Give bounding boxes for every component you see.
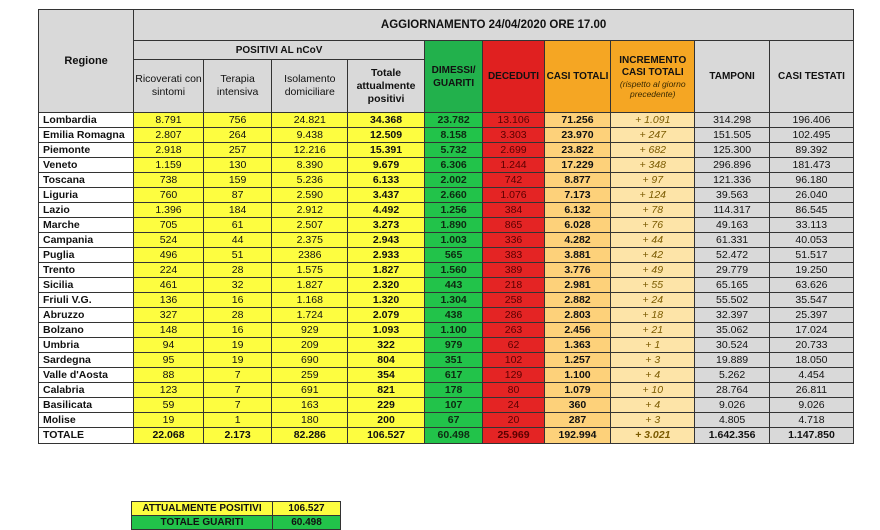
cell-deceduti: 2.699 bbox=[483, 143, 544, 158]
cell-incremento: + 78 bbox=[611, 203, 695, 218]
cell-regione: Sicilia bbox=[39, 278, 134, 293]
cell-ricoverati: 705 bbox=[134, 218, 204, 233]
total-dimessi: 60.498 bbox=[424, 428, 482, 444]
cell-regione: Umbria bbox=[39, 338, 134, 353]
cell-casi: 2.456 bbox=[544, 323, 611, 338]
cell-ricoverati: 123 bbox=[134, 383, 204, 398]
cell-isolamento: 5.236 bbox=[272, 173, 348, 188]
cell-incremento: + 76 bbox=[611, 218, 695, 233]
cell-tamponi: 29.779 bbox=[695, 263, 770, 278]
cell-dimessi: 1.003 bbox=[424, 233, 482, 248]
summary-row bbox=[132, 516, 341, 530]
cell-totale: 15.391 bbox=[348, 143, 425, 158]
cell-isolamento: 691 bbox=[272, 383, 348, 398]
cell-testati: 4.718 bbox=[769, 413, 853, 428]
cell-isolamento: 8.390 bbox=[272, 158, 348, 173]
cell-dimessi: 1.560 bbox=[424, 263, 482, 278]
cell-isolamento: 209 bbox=[272, 338, 348, 353]
cell-ricoverati: 224 bbox=[134, 263, 204, 278]
header-casi-testati: CASI TESTATI bbox=[769, 41, 853, 113]
cell-ricoverati: 1.159 bbox=[134, 158, 204, 173]
cell-tamponi: 52.472 bbox=[695, 248, 770, 263]
cell-ricoverati: 19 bbox=[134, 413, 204, 428]
cell-terapia: 257 bbox=[203, 143, 272, 158]
cell-dimessi: 617 bbox=[424, 368, 482, 383]
table-row bbox=[39, 308, 854, 323]
total-testati: 1.147.850 bbox=[769, 428, 853, 444]
cell-totale: 229 bbox=[348, 398, 425, 413]
cell-totale: 3.437 bbox=[348, 188, 425, 203]
cell-totale: 9.679 bbox=[348, 158, 425, 173]
cell-casi: 2.803 bbox=[544, 308, 611, 323]
cell-incremento: + 44 bbox=[611, 233, 695, 248]
header-incremento-label: INCREMENTO CASI TOTALI bbox=[619, 54, 687, 78]
cell-deceduti: 1.076 bbox=[483, 188, 544, 203]
report-title: AGGIORNAMENTO 24/04/2020 ORE 17.00 bbox=[134, 10, 854, 41]
cell-terapia: 19 bbox=[203, 338, 272, 353]
cell-ricoverati: 88 bbox=[134, 368, 204, 383]
cell-terapia: 44 bbox=[203, 233, 272, 248]
cell-deceduti: 1.244 bbox=[483, 158, 544, 173]
cell-ricoverati: 95 bbox=[134, 353, 204, 368]
cell-incremento: + 247 bbox=[611, 128, 695, 143]
cell-totale: 804 bbox=[348, 353, 425, 368]
cell-dimessi: 67 bbox=[424, 413, 482, 428]
cell-regione: Liguria bbox=[39, 188, 134, 203]
cell-ricoverati: 8.791 bbox=[134, 113, 204, 128]
summary-label: ATTUALMENTE POSITIVI bbox=[132, 502, 273, 516]
cell-incremento: + 42 bbox=[611, 248, 695, 263]
cell-tamponi: 39.563 bbox=[695, 188, 770, 203]
cell-ricoverati: 327 bbox=[134, 308, 204, 323]
cell-testati: 25.397 bbox=[769, 308, 853, 323]
cell-terapia: 130 bbox=[203, 158, 272, 173]
cell-tamponi: 30.524 bbox=[695, 338, 770, 353]
cell-deceduti: 384 bbox=[483, 203, 544, 218]
cell-ricoverati: 148 bbox=[134, 323, 204, 338]
cell-isolamento: 2386 bbox=[272, 248, 348, 263]
cell-dimessi: 979 bbox=[424, 338, 482, 353]
cell-isolamento: 1.724 bbox=[272, 308, 348, 323]
cell-testati: 89.392 bbox=[769, 143, 853, 158]
table-row bbox=[39, 413, 854, 428]
cell-terapia: 264 bbox=[203, 128, 272, 143]
cell-ricoverati: 1.396 bbox=[134, 203, 204, 218]
summary-table bbox=[131, 501, 341, 530]
cell-testati: 18.050 bbox=[769, 353, 853, 368]
table-row bbox=[39, 263, 854, 278]
cell-deceduti: 286 bbox=[483, 308, 544, 323]
cell-casi: 1.100 bbox=[544, 368, 611, 383]
summary-row bbox=[132, 502, 341, 516]
header-terapia: Terapia intensiva bbox=[203, 60, 272, 113]
cell-testati: 40.053 bbox=[769, 233, 853, 248]
cell-totale: 354 bbox=[348, 368, 425, 383]
cell-tamponi: 28.764 bbox=[695, 383, 770, 398]
cell-dimessi: 8.158 bbox=[424, 128, 482, 143]
cell-casi: 3.776 bbox=[544, 263, 611, 278]
cell-regione: Basilicata bbox=[39, 398, 134, 413]
table-row bbox=[39, 368, 854, 383]
summary-value: 60.498 bbox=[273, 516, 341, 530]
table-row bbox=[39, 233, 854, 248]
cell-deceduti: 263 bbox=[483, 323, 544, 338]
cell-tamponi: 4.805 bbox=[695, 413, 770, 428]
cell-testati: 33.113 bbox=[769, 218, 853, 233]
cell-deceduti: 13.106 bbox=[483, 113, 544, 128]
cell-terapia: 87 bbox=[203, 188, 272, 203]
table-row bbox=[39, 278, 854, 293]
cell-regione: Emilia Romagna bbox=[39, 128, 134, 143]
cell-regione: Campania bbox=[39, 233, 134, 248]
header-positivi-group: POSITIVI AL nCoV bbox=[134, 41, 425, 60]
cell-terapia: 28 bbox=[203, 308, 272, 323]
cell-regione: Valle d'Aosta bbox=[39, 368, 134, 383]
cell-deceduti: 258 bbox=[483, 293, 544, 308]
cell-totale: 1.320 bbox=[348, 293, 425, 308]
cell-testati: 181.473 bbox=[769, 158, 853, 173]
total-casi: 192.994 bbox=[544, 428, 611, 444]
cell-dimessi: 178 bbox=[424, 383, 482, 398]
cell-incremento: + 49 bbox=[611, 263, 695, 278]
cell-incremento: + 18 bbox=[611, 308, 695, 323]
cell-incremento: + 682 bbox=[611, 143, 695, 158]
cell-isolamento: 690 bbox=[272, 353, 348, 368]
cell-tamponi: 5.262 bbox=[695, 368, 770, 383]
cell-totale: 6.133 bbox=[348, 173, 425, 188]
cell-casi: 23.822 bbox=[544, 143, 611, 158]
header-regione: Regione bbox=[39, 10, 134, 113]
regional-data-table bbox=[38, 9, 854, 444]
cell-isolamento: 24.821 bbox=[272, 113, 348, 128]
table-body bbox=[39, 113, 854, 444]
table-row bbox=[39, 338, 854, 353]
cell-terapia: 16 bbox=[203, 293, 272, 308]
cell-incremento: + 348 bbox=[611, 158, 695, 173]
cell-ricoverati: 2.807 bbox=[134, 128, 204, 143]
cell-totale: 2.079 bbox=[348, 308, 425, 323]
cell-tamponi: 9.026 bbox=[695, 398, 770, 413]
cell-terapia: 19 bbox=[203, 353, 272, 368]
cell-deceduti: 218 bbox=[483, 278, 544, 293]
cell-incremento: + 3 bbox=[611, 353, 695, 368]
cell-totale: 2.943 bbox=[348, 233, 425, 248]
cell-dimessi: 1.100 bbox=[424, 323, 482, 338]
cell-regione: Lombardia bbox=[39, 113, 134, 128]
cell-ricoverati: 760 bbox=[134, 188, 204, 203]
cell-tamponi: 49.163 bbox=[695, 218, 770, 233]
cell-terapia: 16 bbox=[203, 323, 272, 338]
cell-regione: Friuli V.G. bbox=[39, 293, 134, 308]
cell-deceduti: 865 bbox=[483, 218, 544, 233]
cell-testati: 26.811 bbox=[769, 383, 853, 398]
cell-totale: 2.933 bbox=[348, 248, 425, 263]
header-incremento-note: (rispetto al giorno precedente) bbox=[619, 78, 686, 99]
header-dimessi: DIMESSI/ GUARITI bbox=[424, 41, 482, 113]
table-row bbox=[39, 203, 854, 218]
total-incremento: + 3.021 bbox=[611, 428, 695, 444]
cell-regione: Abruzzo bbox=[39, 308, 134, 323]
cell-deceduti: 24 bbox=[483, 398, 544, 413]
cell-ricoverati: 461 bbox=[134, 278, 204, 293]
cell-casi: 6.132 bbox=[544, 203, 611, 218]
cell-deceduti: 742 bbox=[483, 173, 544, 188]
cell-casi: 1.363 bbox=[544, 338, 611, 353]
cell-deceduti: 389 bbox=[483, 263, 544, 278]
cell-terapia: 7 bbox=[203, 368, 272, 383]
cell-dimessi: 23.782 bbox=[424, 113, 482, 128]
table-row bbox=[39, 323, 854, 338]
cell-isolamento: 259 bbox=[272, 368, 348, 383]
cell-totale: 1.093 bbox=[348, 323, 425, 338]
cell-ricoverati: 2.918 bbox=[134, 143, 204, 158]
cell-terapia: 756 bbox=[203, 113, 272, 128]
cell-totale: 2.320 bbox=[348, 278, 425, 293]
table-row bbox=[39, 248, 854, 263]
cell-incremento: + 4 bbox=[611, 398, 695, 413]
cell-incremento: + 10 bbox=[611, 383, 695, 398]
cell-isolamento: 12.216 bbox=[272, 143, 348, 158]
cell-terapia: 32 bbox=[203, 278, 272, 293]
cell-isolamento: 1.827 bbox=[272, 278, 348, 293]
cell-testati: 4.454 bbox=[769, 368, 853, 383]
cell-dimessi: 2.002 bbox=[424, 173, 482, 188]
cell-casi: 1.257 bbox=[544, 353, 611, 368]
cell-casi: 71.256 bbox=[544, 113, 611, 128]
cell-totale: 3.273 bbox=[348, 218, 425, 233]
table-row bbox=[39, 383, 854, 398]
cell-casi: 287 bbox=[544, 413, 611, 428]
cell-incremento: + 1.091 bbox=[611, 113, 695, 128]
table-row bbox=[39, 293, 854, 308]
header-isolamento: Isolamento domiciliare bbox=[272, 60, 348, 113]
cell-tamponi: 114.317 bbox=[695, 203, 770, 218]
cell-totale: 34.368 bbox=[348, 113, 425, 128]
cell-casi: 17.229 bbox=[544, 158, 611, 173]
table-row bbox=[39, 173, 854, 188]
cell-regione: Molise bbox=[39, 413, 134, 428]
header-ricoverati: Ricoverati con sintomi bbox=[134, 60, 204, 113]
covid-report bbox=[38, 9, 854, 528]
header-deceduti: DECEDUTI bbox=[483, 41, 544, 113]
cell-regione: Bolzano bbox=[39, 323, 134, 338]
table-row bbox=[39, 188, 854, 203]
cell-ricoverati: 136 bbox=[134, 293, 204, 308]
header-tamponi: TAMPONI bbox=[695, 41, 770, 113]
cell-casi: 4.282 bbox=[544, 233, 611, 248]
cell-testati: 26.040 bbox=[769, 188, 853, 203]
table-row bbox=[39, 128, 854, 143]
cell-ricoverati: 524 bbox=[134, 233, 204, 248]
total-deceduti: 25.969 bbox=[483, 428, 544, 444]
cell-casi: 2.882 bbox=[544, 293, 611, 308]
table-row bbox=[39, 143, 854, 158]
cell-isolamento: 163 bbox=[272, 398, 348, 413]
cell-casi: 360 bbox=[544, 398, 611, 413]
cell-testati: 17.024 bbox=[769, 323, 853, 338]
cell-incremento: + 55 bbox=[611, 278, 695, 293]
cell-incremento: + 97 bbox=[611, 173, 695, 188]
cell-terapia: 1 bbox=[203, 413, 272, 428]
cell-dimessi: 1.304 bbox=[424, 293, 482, 308]
cell-casi: 23.970 bbox=[544, 128, 611, 143]
cell-totale: 200 bbox=[348, 413, 425, 428]
cell-totale: 4.492 bbox=[348, 203, 425, 218]
cell-casi: 1.079 bbox=[544, 383, 611, 398]
cell-testati: 35.547 bbox=[769, 293, 853, 308]
cell-casi: 7.173 bbox=[544, 188, 611, 203]
cell-testati: 51.517 bbox=[769, 248, 853, 263]
cell-tamponi: 121.336 bbox=[695, 173, 770, 188]
cell-totale: 821 bbox=[348, 383, 425, 398]
cell-ricoverati: 94 bbox=[134, 338, 204, 353]
header-totale-positivi: Totale attualmente positivi bbox=[348, 60, 425, 113]
cell-terapia: 159 bbox=[203, 173, 272, 188]
cell-tamponi: 19.889 bbox=[695, 353, 770, 368]
cell-dimessi: 565 bbox=[424, 248, 482, 263]
cell-dimessi: 107 bbox=[424, 398, 482, 413]
cell-incremento: + 3 bbox=[611, 413, 695, 428]
cell-regione: Toscana bbox=[39, 173, 134, 188]
cell-casi: 6.028 bbox=[544, 218, 611, 233]
cell-isolamento: 180 bbox=[272, 413, 348, 428]
cell-testati: 20.733 bbox=[769, 338, 853, 353]
cell-testati: 196.406 bbox=[769, 113, 853, 128]
cell-tamponi: 55.502 bbox=[695, 293, 770, 308]
cell-tamponi: 61.331 bbox=[695, 233, 770, 248]
cell-testati: 86.545 bbox=[769, 203, 853, 218]
cell-tamponi: 314.298 bbox=[695, 113, 770, 128]
cell-tamponi: 125.300 bbox=[695, 143, 770, 158]
cell-dimessi: 1.256 bbox=[424, 203, 482, 218]
total-tamponi: 1.642.356 bbox=[695, 428, 770, 444]
cell-regione: Marche bbox=[39, 218, 134, 233]
cell-deceduti: 3.303 bbox=[483, 128, 544, 143]
cell-isolamento: 1.575 bbox=[272, 263, 348, 278]
cell-deceduti: 383 bbox=[483, 248, 544, 263]
cell-tamponi: 65.165 bbox=[695, 278, 770, 293]
cell-tamponi: 35.062 bbox=[695, 323, 770, 338]
cell-dimessi: 351 bbox=[424, 353, 482, 368]
cell-casi: 8.877 bbox=[544, 173, 611, 188]
cell-isolamento: 1.168 bbox=[272, 293, 348, 308]
table-row bbox=[39, 398, 854, 413]
cell-deceduti: 80 bbox=[483, 383, 544, 398]
cell-tamponi: 151.505 bbox=[695, 128, 770, 143]
cell-incremento: + 24 bbox=[611, 293, 695, 308]
cell-tamponi: 32.397 bbox=[695, 308, 770, 323]
cell-dimessi: 1.890 bbox=[424, 218, 482, 233]
cell-dimessi: 2.660 bbox=[424, 188, 482, 203]
cell-tamponi: 296.896 bbox=[695, 158, 770, 173]
cell-regione: Trento bbox=[39, 263, 134, 278]
table-row bbox=[39, 218, 854, 233]
total-terapia: 2.173 bbox=[203, 428, 272, 444]
cell-isolamento: 929 bbox=[272, 323, 348, 338]
cell-ricoverati: 59 bbox=[134, 398, 204, 413]
cell-deceduti: 62 bbox=[483, 338, 544, 353]
cell-deceduti: 102 bbox=[483, 353, 544, 368]
cell-testati: 9.026 bbox=[769, 398, 853, 413]
cell-regione: Lazio bbox=[39, 203, 134, 218]
cell-deceduti: 129 bbox=[483, 368, 544, 383]
cell-deceduti: 20 bbox=[483, 413, 544, 428]
cell-ricoverati: 738 bbox=[134, 173, 204, 188]
cell-dimessi: 438 bbox=[424, 308, 482, 323]
cell-isolamento: 2.912 bbox=[272, 203, 348, 218]
cell-regione: Puglia bbox=[39, 248, 134, 263]
summary-value: 106.527 bbox=[273, 502, 341, 516]
cell-dimessi: 443 bbox=[424, 278, 482, 293]
cell-dimessi: 6.306 bbox=[424, 158, 482, 173]
cell-incremento: + 124 bbox=[611, 188, 695, 203]
cell-isolamento: 2.590 bbox=[272, 188, 348, 203]
cell-incremento: + 1 bbox=[611, 338, 695, 353]
total-isolamento: 82.286 bbox=[272, 428, 348, 444]
table-row bbox=[39, 353, 854, 368]
cell-totale: 12.509 bbox=[348, 128, 425, 143]
cell-incremento: + 21 bbox=[611, 323, 695, 338]
table-row bbox=[39, 158, 854, 173]
totals-row bbox=[39, 428, 854, 444]
cell-regione: Piemonte bbox=[39, 143, 134, 158]
cell-totale: 322 bbox=[348, 338, 425, 353]
cell-isolamento: 2.507 bbox=[272, 218, 348, 233]
cell-totale: 1.827 bbox=[348, 263, 425, 278]
cell-incremento: + 4 bbox=[611, 368, 695, 383]
cell-terapia: 28 bbox=[203, 263, 272, 278]
cell-testati: 19.250 bbox=[769, 263, 853, 278]
cell-terapia: 7 bbox=[203, 383, 272, 398]
cell-terapia: 7 bbox=[203, 398, 272, 413]
cell-ricoverati: 496 bbox=[134, 248, 204, 263]
cell-casi: 3.881 bbox=[544, 248, 611, 263]
total-totale: 106.527 bbox=[348, 428, 425, 444]
cell-terapia: 51 bbox=[203, 248, 272, 263]
summary-label: TOTALE GUARITI bbox=[132, 516, 273, 530]
cell-regione: Sardegna bbox=[39, 353, 134, 368]
cell-testati: 102.495 bbox=[769, 128, 853, 143]
total-regione: TOTALE bbox=[39, 428, 134, 444]
total-ricoverati: 22.068 bbox=[134, 428, 204, 444]
header-casi-totali: CASI TOTALI bbox=[544, 41, 611, 113]
cell-casi: 2.981 bbox=[544, 278, 611, 293]
cell-isolamento: 9.438 bbox=[272, 128, 348, 143]
cell-isolamento: 2.375 bbox=[272, 233, 348, 248]
cell-regione: Calabria bbox=[39, 383, 134, 398]
cell-terapia: 184 bbox=[203, 203, 272, 218]
header-incremento bbox=[611, 41, 695, 113]
cell-terapia: 61 bbox=[203, 218, 272, 233]
table-row bbox=[39, 113, 854, 128]
cell-regione: Veneto bbox=[39, 158, 134, 173]
cell-dimessi: 5.732 bbox=[424, 143, 482, 158]
cell-testati: 63.626 bbox=[769, 278, 853, 293]
cell-testati: 96.180 bbox=[769, 173, 853, 188]
cell-deceduti: 336 bbox=[483, 233, 544, 248]
